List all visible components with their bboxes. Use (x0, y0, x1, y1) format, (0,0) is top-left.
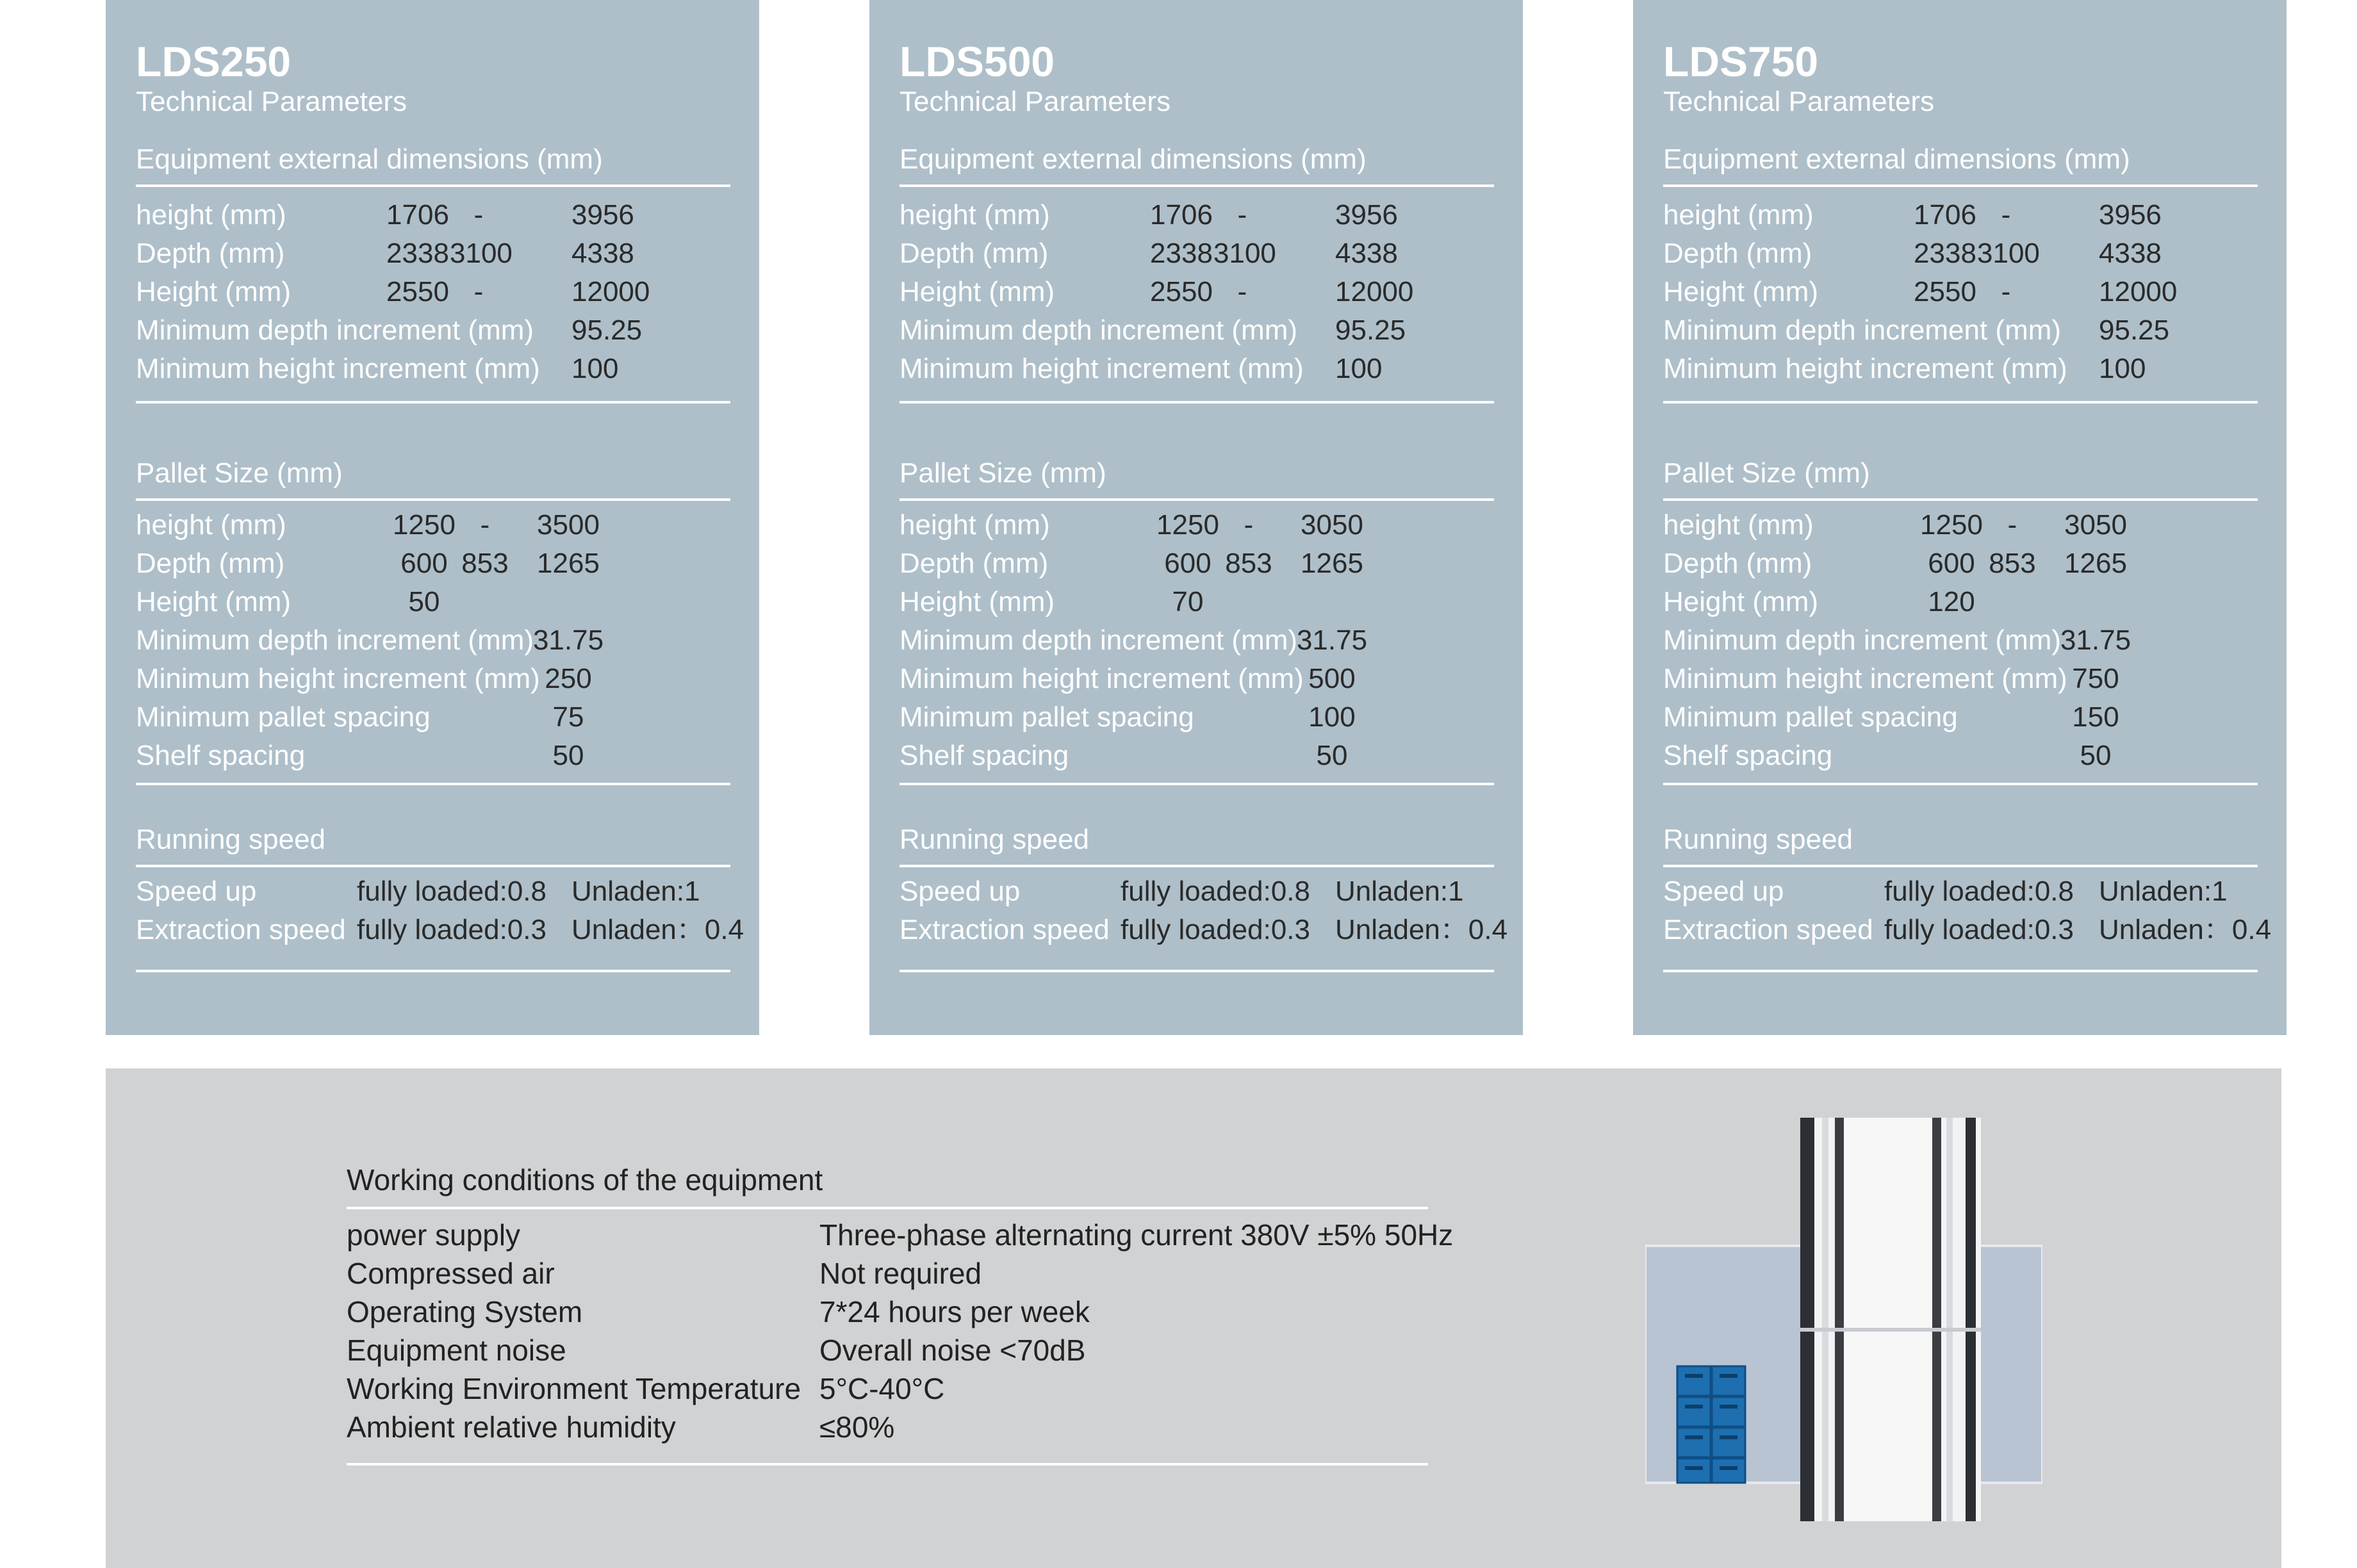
condition-label: Operating System (347, 1295, 583, 1328)
spec-min: 1250 (1920, 509, 1983, 541)
spec-label: Minimum depth increment (mm) (1663, 625, 2062, 656)
spec-label: Minimum height increment (mm) (1663, 663, 2067, 694)
divider (136, 970, 730, 972)
speed-unladen: Unladen：0.4 (2099, 914, 2272, 945)
spec-value: 31.75 (532, 625, 604, 656)
spec-value: 100 (2099, 353, 2146, 384)
spec-label: Minimum depth increment (mm) (899, 314, 1298, 346)
condition-label: Equipment noise (347, 1334, 566, 1367)
tote-handle (1720, 1466, 1737, 1470)
condition-row (347, 1369, 1428, 1408)
column-band (1800, 1328, 1981, 1332)
speed-loaded: fully loaded:0.3 (1884, 914, 2074, 945)
spec-min: 1706 (1914, 199, 1976, 231)
tote (1677, 1397, 1711, 1426)
spec-row (1663, 911, 2272, 949)
section-title-pallet: Pallet Size (mm) (899, 457, 1106, 489)
spec-value: 70 (1172, 586, 1204, 617)
tote (1677, 1458, 1711, 1483)
spec-label: Minimum pallet spacing (136, 701, 431, 733)
divider (1663, 865, 2258, 867)
spec-value: 50 (552, 740, 584, 771)
spec-label: Minimum height increment (mm) (899, 663, 1304, 694)
spec-value: 150 (2072, 701, 2119, 733)
spec-row (136, 273, 730, 311)
spec-max: 3500 (537, 509, 600, 541)
spec-min: 600 (400, 548, 448, 579)
spec-label: Speed up (1663, 876, 1784, 907)
tote (1712, 1366, 1745, 1396)
spec-label: Minimum depth increment (mm) (136, 314, 534, 346)
spec-value: 75 (552, 701, 584, 733)
spec-value: 31.75 (2060, 625, 2131, 656)
divider (899, 865, 1494, 867)
section-title-pallet: Pallet Size (mm) (136, 457, 343, 489)
spec-label: height (mm) (899, 509, 1050, 541)
spec-row (1663, 350, 2258, 388)
spec-row (136, 583, 730, 621)
lift-module-illustration (1645, 1118, 2042, 1521)
speed-loaded: fully loaded:0.8 (1121, 876, 1310, 907)
tote-handle (1720, 1374, 1737, 1378)
spec-row (899, 506, 1494, 544)
spec-mid: - (1244, 509, 1254, 541)
condition-row (347, 1331, 1428, 1369)
divider (899, 783, 1494, 785)
spec-value: 50 (2080, 740, 2112, 771)
condition-value: Overall noise <70dB (819, 1334, 1086, 1367)
column-rail-1 (1822, 1118, 1828, 1521)
spec-row (899, 737, 1494, 775)
spec-label: Minimum pallet spacing (1663, 701, 1958, 733)
divider (136, 184, 730, 187)
working-conditions-table (347, 1161, 1454, 1466)
spec-max: 4338 (571, 238, 634, 269)
spec-row (1663, 273, 2258, 311)
spec-row (899, 350, 1494, 388)
tote (1712, 1428, 1745, 1457)
spec-row (136, 544, 730, 583)
card-subtitle: Technical Parameters (1663, 86, 1935, 117)
spec-value: 100 (1308, 701, 1356, 733)
spec-row (899, 544, 1494, 583)
spec-min: 1250 (1156, 509, 1219, 541)
spec-label: Minimum height increment (mm) (136, 663, 540, 694)
tote-stack (1677, 1366, 1745, 1483)
spec-value: 100 (1335, 353, 1383, 384)
card-subtitle: Technical Parameters (899, 86, 1171, 117)
spec-mid: 3100 (1977, 238, 2040, 269)
spec-label: height (mm) (1663, 199, 1814, 231)
condition-label: Ambient relative humidity (347, 1410, 676, 1444)
tote-handle (1685, 1466, 1703, 1470)
condition-value: ≤80% (819, 1410, 895, 1444)
spec-row (899, 621, 1494, 660)
condition-row (347, 1216, 1454, 1254)
section-title-dimensions: Equipment external dimensions (mm) (1663, 143, 2130, 175)
spec-mid: - (2007, 509, 2017, 541)
divider (136, 783, 730, 785)
spec-label: Extraction speed (1663, 914, 1873, 945)
spec-label: Depth (mm) (136, 548, 285, 579)
spec-min: 600 (1164, 548, 1211, 579)
spec-value: 50 (408, 586, 440, 617)
spec-row (1663, 583, 2258, 621)
spec-value: 95.25 (2099, 314, 2170, 346)
condition-row (347, 1254, 1428, 1293)
divider (136, 401, 730, 404)
spec-mid: - (2001, 276, 2011, 307)
spec-label: Depth (mm) (1663, 238, 1812, 269)
divider (136, 498, 730, 501)
spec-label: Shelf spacing (899, 740, 1069, 771)
spec-value: 50 (1316, 740, 1348, 771)
spec-label: Height (mm) (136, 586, 292, 617)
condition-label: Compressed air (347, 1257, 555, 1290)
spec-row (899, 911, 1508, 949)
condition-row (347, 1408, 1428, 1446)
column-rail-2 (1835, 1118, 1844, 1521)
tote (1677, 1428, 1711, 1457)
spec-row (136, 350, 730, 388)
section-title-speed: Running speed (136, 824, 326, 855)
speed-unladen: Unladen：0.4 (571, 914, 744, 945)
spec-row (1663, 621, 2258, 660)
tote-handle (1685, 1405, 1703, 1409)
divider (1663, 783, 2258, 785)
spec-card-lds750 (1633, 0, 2287, 1035)
spec-max: 4338 (2099, 238, 2162, 269)
divider (899, 401, 1494, 404)
tote (1712, 1458, 1745, 1483)
spec-max: 3956 (1335, 199, 1398, 231)
spec-row (136, 196, 730, 234)
section-title-dimensions: Equipment external dimensions (mm) (136, 143, 603, 175)
divider (899, 184, 1494, 187)
spec-row (1663, 872, 2258, 911)
column-shade-left (1800, 1118, 1814, 1521)
section-title-dimensions: Equipment external dimensions (mm) (899, 143, 1367, 175)
spec-card-lds250 (106, 0, 759, 1035)
spec-max: 12000 (571, 276, 650, 307)
condition-value: Not required (819, 1257, 982, 1290)
spec-row (136, 506, 730, 544)
spec-row (1663, 698, 2258, 737)
section-title-speed: Running speed (899, 824, 1090, 855)
spec-row (1663, 196, 2258, 234)
spec-max: 12000 (2099, 276, 2178, 307)
spec-row (899, 583, 1494, 621)
speed-unladen: Unladen:1 (571, 876, 700, 907)
spec-label: Shelf spacing (1663, 740, 1833, 771)
model-title: LDS750 (1663, 38, 1819, 85)
spec-row (899, 660, 1494, 698)
tote-handle (1720, 1435, 1737, 1439)
spec-card-lds500 (869, 0, 1523, 1035)
spec-label: Speed up (899, 876, 1021, 907)
spec-label: Minimum height increment (mm) (1663, 353, 2067, 384)
spec-mid: 3100 (1213, 238, 1276, 269)
spec-row (899, 273, 1494, 311)
spec-row (899, 872, 1494, 911)
condition-label: power supply (347, 1218, 521, 1252)
spec-label: height (mm) (136, 509, 286, 541)
spec-max: 1265 (537, 548, 600, 579)
column-shade-right (1966, 1118, 1976, 1521)
speed-loaded: fully loaded:0.8 (1884, 876, 2074, 907)
spec-value: 31.75 (1296, 625, 1368, 656)
spec-min: 2338 (1150, 238, 1213, 269)
spec-max: 1265 (2064, 548, 2127, 579)
condition-value: 7*24 hours per week (819, 1295, 1090, 1328)
spec-row (136, 872, 730, 911)
card-subtitle: Technical Parameters (136, 86, 407, 117)
spec-label: Depth (mm) (136, 238, 285, 269)
spec-row (1663, 311, 2258, 350)
divider (347, 1207, 1428, 1209)
tote-handle (1685, 1374, 1703, 1378)
spec-min: 2550 (386, 276, 449, 307)
condition-value: 5°C-40°C (819, 1372, 945, 1405)
speed-loaded: fully loaded:0.3 (357, 914, 546, 945)
spec-row (136, 737, 730, 775)
section-title-pallet: Pallet Size (mm) (1663, 457, 1870, 489)
spec-value: 750 (2072, 663, 2119, 694)
spec-row (136, 234, 730, 273)
spec-max: 3050 (2064, 509, 2127, 541)
spec-label: Depth (mm) (1663, 548, 1812, 579)
speed-unladen: Unladen:1 (1335, 876, 1464, 907)
spec-label: Height (mm) (136, 276, 292, 307)
spec-mid: - (1237, 199, 1247, 231)
column-rail-3 (1932, 1118, 1941, 1521)
spec-mid: - (480, 509, 490, 541)
model-title: LDS500 (899, 38, 1055, 85)
spec-value: 120 (1928, 586, 1975, 617)
tote-handle (1685, 1435, 1703, 1439)
spec-max: 3050 (1301, 509, 1363, 541)
spec-row (899, 698, 1494, 737)
section-title-speed: Running speed (1663, 824, 1853, 855)
spec-label: height (mm) (899, 199, 1050, 231)
speed-unladen: Unladen：0.4 (1335, 914, 1508, 945)
spec-min: 1706 (1150, 199, 1213, 231)
spec-mid: - (2001, 199, 2011, 231)
spec-row (136, 698, 730, 737)
condition-label: Working Environment Temperature (347, 1372, 801, 1405)
spec-min: 2338 (386, 238, 449, 269)
spec-mid: 853 (1225, 548, 1272, 579)
column-face (1844, 1118, 1932, 1521)
spec-min: 2550 (1150, 276, 1213, 307)
spec-label: Minimum height increment (mm) (899, 353, 1304, 384)
spec-mid: 3100 (450, 238, 513, 269)
spec-min: 2550 (1914, 276, 1976, 307)
spec-min: 1706 (386, 199, 449, 231)
speed-loaded: fully loaded:0.3 (1121, 914, 1310, 945)
spec-label: Height (mm) (1663, 276, 1819, 307)
spec-mid: - (1237, 276, 1247, 307)
model-title: LDS250 (136, 38, 292, 85)
spec-value: 500 (1308, 663, 1356, 694)
spec-label: Depth (mm) (899, 238, 1049, 269)
spec-max: 12000 (1335, 276, 1414, 307)
spec-label: Shelf spacing (136, 740, 306, 771)
spec-row (1663, 737, 2258, 775)
divider (1663, 498, 2258, 501)
spec-label: Extraction speed (136, 914, 346, 945)
spec-label: Minimum depth increment (mm) (136, 625, 534, 656)
column-rail-4 (1946, 1118, 1953, 1521)
spec-row (1663, 660, 2258, 698)
divider (899, 970, 1494, 972)
spec-row (1663, 544, 2258, 583)
spec-label: Minimum pallet spacing (899, 701, 1194, 733)
spec-label: Depth (mm) (899, 548, 1049, 579)
divider (1663, 401, 2258, 404)
spec-label: height (mm) (136, 199, 286, 231)
divider (1663, 970, 2258, 972)
spec-label: Height (mm) (899, 586, 1055, 617)
spec-row (136, 311, 730, 350)
spec-row (899, 311, 1494, 350)
condition-value: Three-phase alternating current 380V ±5% 50Hz (819, 1218, 1454, 1252)
spec-label: Minimum depth increment (mm) (1663, 314, 2062, 346)
tote-handle (1720, 1405, 1737, 1409)
spec-row (899, 196, 1494, 234)
condition-row (347, 1293, 1428, 1331)
spec-label: Height (mm) (1663, 586, 1819, 617)
spec-row (136, 621, 730, 660)
speed-unladen: Unladen:1 (2099, 876, 2228, 907)
spec-label: Speed up (136, 876, 257, 907)
spec-label: Minimum depth increment (mm) (899, 625, 1298, 656)
spec-min: 1250 (393, 509, 456, 541)
spec-row (1663, 234, 2258, 273)
divider (899, 498, 1494, 501)
spec-max: 4338 (1335, 238, 1398, 269)
spec-value: 100 (571, 353, 619, 384)
spec-mid: - (473, 276, 484, 307)
spec-max: 1265 (1301, 548, 1363, 579)
spec-max: 3956 (2099, 199, 2162, 231)
tote (1712, 1397, 1745, 1426)
spec-value: 95.25 (571, 314, 643, 346)
tote (1677, 1366, 1711, 1396)
divider (1663, 184, 2258, 187)
spec-label: Extraction speed (899, 914, 1110, 945)
speed-loaded: fully loaded:0.8 (357, 876, 546, 907)
divider (136, 865, 730, 867)
spec-label: Height (mm) (899, 276, 1055, 307)
spec-row (136, 911, 744, 949)
spec-max: 3956 (571, 199, 634, 231)
spec-row (899, 234, 1494, 273)
spec-row (1663, 506, 2258, 544)
spec-value: 250 (545, 663, 592, 694)
spec-min: 600 (1928, 548, 1975, 579)
divider (347, 1463, 1428, 1466)
spec-label: Minimum height increment (mm) (136, 353, 540, 384)
spec-row (136, 660, 730, 698)
spec-min: 2338 (1914, 238, 1976, 269)
spec-mid: - (473, 199, 484, 231)
working-conditions-title: Working conditions of the equipment (347, 1163, 823, 1196)
spec-mid: 853 (461, 548, 509, 579)
spec-label: height (mm) (1663, 509, 1814, 541)
spec-mid: 853 (1989, 548, 2036, 579)
spec-value: 95.25 (1335, 314, 1406, 346)
